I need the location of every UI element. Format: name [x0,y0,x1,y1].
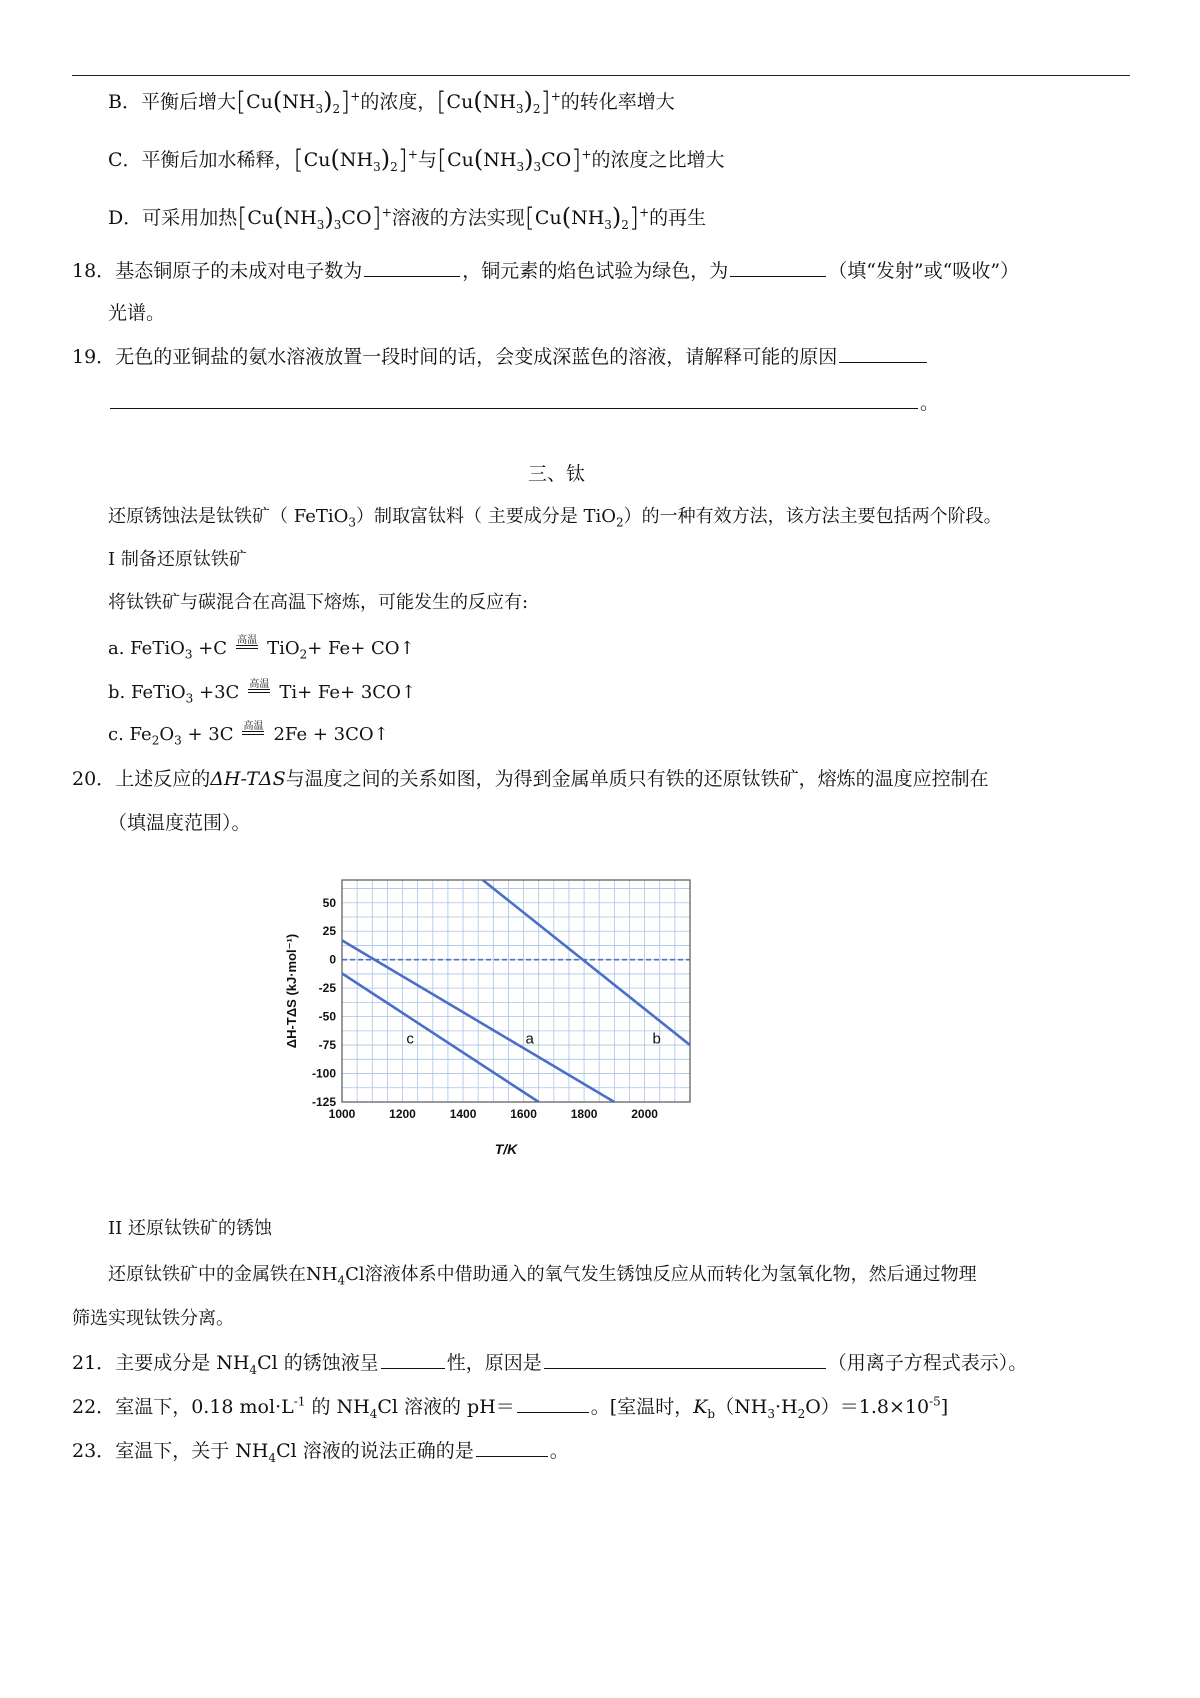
question-number: 22． [72,1396,116,1418]
reaction-text: c. Fe [108,724,152,745]
x-tick-label: 1400 [449,1107,477,1121]
question-number: 18． [72,260,116,282]
high-temp-condition [235,636,259,656]
question-text: ] [940,1396,949,1418]
answer-blank[interactable] [544,1350,826,1369]
question-18 [72,258,1019,284]
y-tick-label: -125 [311,1095,336,1109]
reaction-text: b. FeTiO [108,682,186,703]
answer-blank[interactable] [110,390,918,409]
question-number: 21． [72,1352,116,1374]
intro-text: ）制取富钛料（ 主要成分是 TiO [356,506,617,527]
intro-text: ）的一种有效方法，该方法主要包括两个阶段。 [623,506,1002,527]
x-axis-label: T/K [494,1141,518,1157]
option-b-text: B．平衡后增大 [108,91,236,113]
question-text: 。 [920,392,940,414]
reaction-a: a. FeTiO$_3$ +C 高温 TiO$_2$+ Fe+ CO↑ [108,636,415,662]
series-label-a: a [525,1030,534,1048]
question-text: O）＝1.8×10 [805,1396,930,1418]
plot-area [342,880,690,1102]
question-text: （填温度范围）。 [108,812,251,834]
section-title: 三、钛 [528,463,586,485]
question-19 [72,344,929,370]
question-text: 基态铜原子的未成对电子数为 [115,260,363,282]
reaction-text: TiO [267,638,300,659]
x-tick-label: 2000 [631,1107,658,1121]
x-tick-label: 1000 [328,1107,356,1121]
option-b-text-3: 的转化率增大 [560,91,675,113]
y-tick-label: -100 [311,1066,336,1081]
question-text: 室温下，0.18 mol·L [115,1396,294,1418]
kb-symbol: K [693,1396,708,1418]
option-c-text-3: 的浓度之比增大 [591,149,725,171]
stage-2-text-a: 还原钛铁矿中的金属铁在NH [108,1264,338,1285]
question-text: 性，原因是 [446,1352,542,1374]
y-tick-label: -25 [318,981,336,996]
y-tick-label: -50 [318,1009,336,1024]
question-text: 。[室温时， [590,1396,694,1418]
chart-svg [280,870,740,1180]
question-text: （填“发射”或“吸收”） [828,260,1020,282]
stage-2-title: II 还原钛铁矿的锈蚀 [108,1218,272,1239]
question-text: 。 [549,1440,569,1462]
y-tick-label: -75 [318,1038,336,1053]
option-d-text-2: 溶液的方法实现 [391,207,525,229]
question-text: Cl 的锈蚀液呈 [257,1352,379,1374]
question-text: ，铜元素的焰色试验为绿色，为 [462,260,729,282]
reaction-text: +3C [193,682,240,703]
question-21: 21．主要成分是 $NH_4Cl$ 的锈蚀液呈 性，原因是 （用离子方程式表示）。 [72,1352,1028,1377]
reaction-b: b. FeTiO$_3$ +3C 高温 Ti+ Fe+ 3CO↑ [108,680,416,706]
y-tick-label: 0 [329,952,336,967]
stage-2-text-b: Cl溶液体系中借助通入的氧气发生锈蚀反应从而转化为氢氧化物，然后通过物理 [345,1264,977,1285]
question-text: Cl 溶液的 pH＝ [377,1396,515,1418]
high-temp-condition [247,680,271,700]
x-tick-label: 1200 [389,1107,416,1121]
option-c-text-2: 与 [417,149,437,171]
condition-label: 高温 [237,635,258,646]
option-d-text: D．可采用加热 [108,207,238,229]
question-text: 主要成分是 NH [115,1352,250,1374]
reaction-text: + Fe+ CO↑ [307,638,415,659]
option-b-text-2: 的浓度， [360,91,437,113]
answer-blank[interactable] [381,1350,445,1369]
question-number: 20． [72,768,116,790]
header-rule [72,75,1130,76]
y-tick-label: 50 [322,895,336,910]
answer-blank[interactable] [839,344,927,363]
question-number: 23． [72,1440,116,1462]
reaction-text: 2Fe + 3CO↑ [273,724,389,745]
option-c: C．平衡后加水稀释，$[Cu(NH_3)_2]^+$与$[Cu(NH_3)_3CO]^+$的浓度之比增大 [108,145,725,175]
stage-1-text: 将钛铁矿与碳混合在高温下熔炼，可能发生的反应有: [108,592,529,613]
condition-label: 高温 [249,679,270,690]
x-tick-label: 1600 [510,1107,537,1121]
reaction-text: Ti+ Fe+ 3CO↑ [279,682,416,703]
high-temp-condition [241,722,265,742]
question-18-cont [108,300,165,326]
option-b: B．平衡后增大$[Cu(NH_3)_2]^+$的浓度，$[Cu(NH_3)_2]^+$的转化率增大 [108,87,675,117]
option-d: D．可采用加热$[Cu(NH_3)_3CO]^+$溶液的方法实现$[Cu(NH_3)_2]^+$的再生 [108,203,707,233]
reaction-text: O [159,724,175,745]
y-tick-label: 25 [322,924,336,939]
reaction-text: + 3C [181,724,234,745]
gibbs-energy-chart [280,870,740,1180]
formula: ΔH-TΔS [210,768,286,790]
stage-2-text-cont: 筛选实现钛铁分离。 [72,1308,234,1329]
answer-blank[interactable] [476,1438,548,1457]
stage-1-title: I 制备还原钛铁矿 [108,549,247,570]
question-number: 19． [72,346,116,368]
series-label-c: c [406,1030,414,1048]
condition-label: 高温 [243,721,264,732]
question-23: 23．室温下，关于 $NH_4Cl$ 溶液的说法正确的是 。 [72,1440,569,1465]
option-c-text: C．平衡后加水稀释， [108,149,294,171]
reaction-text: a. FeTiO [108,638,185,659]
stage-2-text: 还原钛铁矿中的金属铁在$NH_4Cl$溶液体系中借助通入的氧气发生锈蚀反应从而转化为氢氧化物，然后通过物理 [108,1264,977,1288]
answer-blank[interactable] [517,1394,589,1413]
question-text: （用离子方程式表示）。 [827,1352,1028,1374]
question-text: 上述反应的 [115,768,211,790]
question-text: 与温度之间的关系如图，为得到金属单质只有铁的还原钛铁矿，熔炼的温度应控制在 [285,768,989,790]
question-20-cont [108,810,251,836]
reaction-c: c. $Fe_2O_3 + 3C$ 高温 2Fe + 3CO↑ [108,722,389,748]
question-text: Cl 溶液的说法正确的是 [276,1440,474,1462]
question-text: （NH [715,1396,768,1418]
question-22: 22．室温下，0.18 $mol\cdot L^{-1}$ 的 $NH_4Cl$ 溶液的 pH＝ 。[室温时，$K_b(NH_3\cdot H_2O)=1.8\times 10^{-5}$] [72,1394,949,1421]
question-20 [72,766,989,792]
y-axis-label: ΔH-TΔS (kJ·mol⁻¹) [284,933,299,1049]
question-text: 的 NH [305,1396,370,1418]
question-text: ·H [774,1396,798,1418]
question-text: 室温下，关于 NH [115,1440,269,1462]
x-tick-label: 1800 [570,1107,598,1121]
question-text: 无色的亚铜盐的氨水溶液放置一段时间的话，会变成深蓝色的溶液，请解释可能的原因 [115,346,838,368]
reaction-text: +C [192,638,228,659]
section-intro: 还原锈蚀法是钛铁矿（ FeTiO$_3$）制取富钛料（ 主要成分是 TiO$_2$）的一种有效方法，该方法主要包括两个阶段。 [108,506,1002,530]
answer-blank[interactable] [730,258,826,277]
series-label-b: b [652,1030,661,1048]
intro-text: 还原锈蚀法是钛铁矿（ FeTiO [108,506,349,527]
answer-blank[interactable] [364,258,460,277]
question-text: 光谱。 [108,302,166,324]
question-19-cont [108,390,939,416]
option-d-text-3: 的再生 [649,207,707,229]
